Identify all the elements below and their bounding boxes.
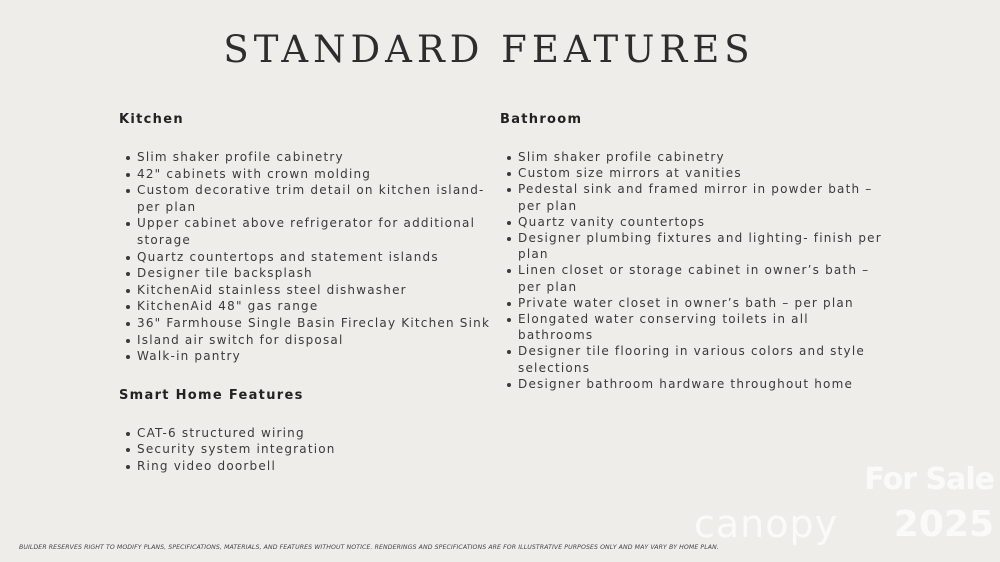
list-item: 42" cabinets with crown molding [119, 166, 491, 183]
list-item: Designer bathroom hardware throughout home [500, 376, 885, 392]
bathroom-list [500, 149, 885, 392]
list-item: Island air switch for disposal [119, 332, 491, 349]
list-item: Slim shaker profile cabinetry [119, 149, 491, 166]
watermark-year: 2025 [893, 504, 994, 545]
list-item: Private water closet in owner’s bath – per plan [500, 295, 885, 311]
list-item: 36" Farmhouse Single Basin Fireclay Kitchen Sink [119, 315, 491, 332]
watermark-for-sale: For Sale [864, 462, 994, 497]
list-item: Designer plumbing fixtures and lighting- finish per plan [500, 230, 885, 262]
kitchen-heading: Kitchen [119, 112, 184, 127]
list-item: Designer tile backsplash [119, 265, 491, 282]
list-item: Linen closet or storage cabinet in owner’s bath – per plan [500, 262, 885, 294]
right-column [500, 113, 885, 392]
list-item: KitchenAid stainless steel dishwasher [119, 282, 491, 299]
page-title: STANDARD FEATURES [223, 28, 755, 71]
list-item: Designer tile flooring in various colors and style selections [500, 343, 885, 375]
watermark-brand: canopy [694, 502, 839, 546]
list-item: Upper cabinet above refrigerator for additional storage [119, 215, 491, 248]
smart-home-section [119, 389, 491, 475]
list-item: Pedestal sink and framed mirror in powder bath – per plan [500, 181, 885, 213]
list-item: Custom decorative trim detail on kitchen island- per plan [119, 182, 491, 215]
list-item: KitchenAid 48" gas range [119, 298, 491, 315]
left-column [119, 113, 491, 475]
disclaimer-text: BUILDER RESERVES RIGHT TO MODIFY PLANS, SPECIFICATIONS, MATERIALS, AND FEATURES WITHOUT NOTICE. RENDERINGS AND SPECIFICATIONS ARE FOR ILLUSTRATIVE PURPOSES ONLY AND MAY VARY BY HOME PLAN. [19, 544, 719, 551]
list-item: Quartz countertops and statement islands [119, 249, 491, 266]
list-item: CAT-6 structured wiring [119, 425, 491, 442]
smart-home-heading: Smart Home Features [119, 387, 304, 403]
list-item: Ring video doorbell [119, 458, 491, 475]
list-item: Quartz vanity countertops [500, 214, 885, 230]
list-item: Security system integration [119, 441, 491, 458]
list-item: Slim shaker profile cabinetry [500, 149, 885, 165]
list-item: Elongated water conserving toilets in all bathrooms [500, 311, 885, 343]
list-item: Custom size mirrors at vanities [500, 165, 885, 181]
watermark-logo [694, 462, 994, 552]
bathroom-heading: Bathroom [500, 112, 583, 127]
kitchen-list [119, 149, 491, 365]
list-item: Walk-in pantry [119, 348, 491, 365]
smart-home-list [119, 425, 491, 475]
